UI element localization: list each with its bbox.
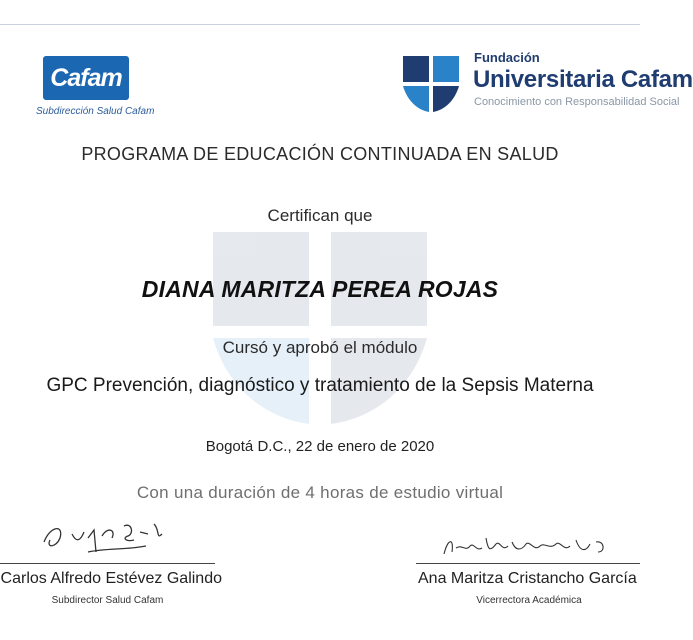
signer-right-name: Ana Maritza Cristancho García — [418, 570, 637, 587]
top-border-line — [0, 24, 640, 25]
place-date: Bogotá D.C., 22 de enero de 2020 — [205, 438, 435, 455]
duration-text: Con una duración de 4 horas de estudio virtual — [136, 483, 504, 502]
fundacion-shield-icon — [403, 56, 459, 112]
cafam-subtitle: Subdirección Salud Cafam — [36, 106, 155, 117]
cafam-logo — [43, 56, 129, 100]
approved-text: Cursó y aprobó el módulo — [222, 338, 418, 357]
fundacion-tagline: Conocimiento con Responsabilidad Social — [474, 96, 680, 108]
certify-text: Certifican que — [267, 206, 373, 225]
signature-left-image — [36, 512, 176, 558]
signature-right-image — [440, 530, 620, 560]
signer-right-role: Vicerrectora Académica — [476, 595, 582, 606]
cafam-logo-text: Cafam — [50, 63, 122, 92]
signature-left-line — [0, 563, 215, 564]
signer-left-name: Carlos Alfredo Estévez Galindo — [0, 570, 222, 587]
shield-watermark-icon — [205, 228, 435, 428]
signer-left-role: Subdirector Salud Cafam — [51, 595, 164, 606]
module-title: GPC Prevención, diagnóstico y tratamiento de la Sepsis Materna — [46, 375, 594, 396]
recipient-name: DIANA MARITZA PEREA ROJAS — [141, 276, 499, 302]
fundacion-line1: Fundación — [474, 50, 540, 65]
program-title: PROGRAMA DE EDUCACIÓN CONTINUADA EN SALUD — [81, 144, 559, 164]
fundacion-line2: Universitaria Cafam — [473, 66, 693, 93]
signature-right-line — [416, 563, 640, 564]
